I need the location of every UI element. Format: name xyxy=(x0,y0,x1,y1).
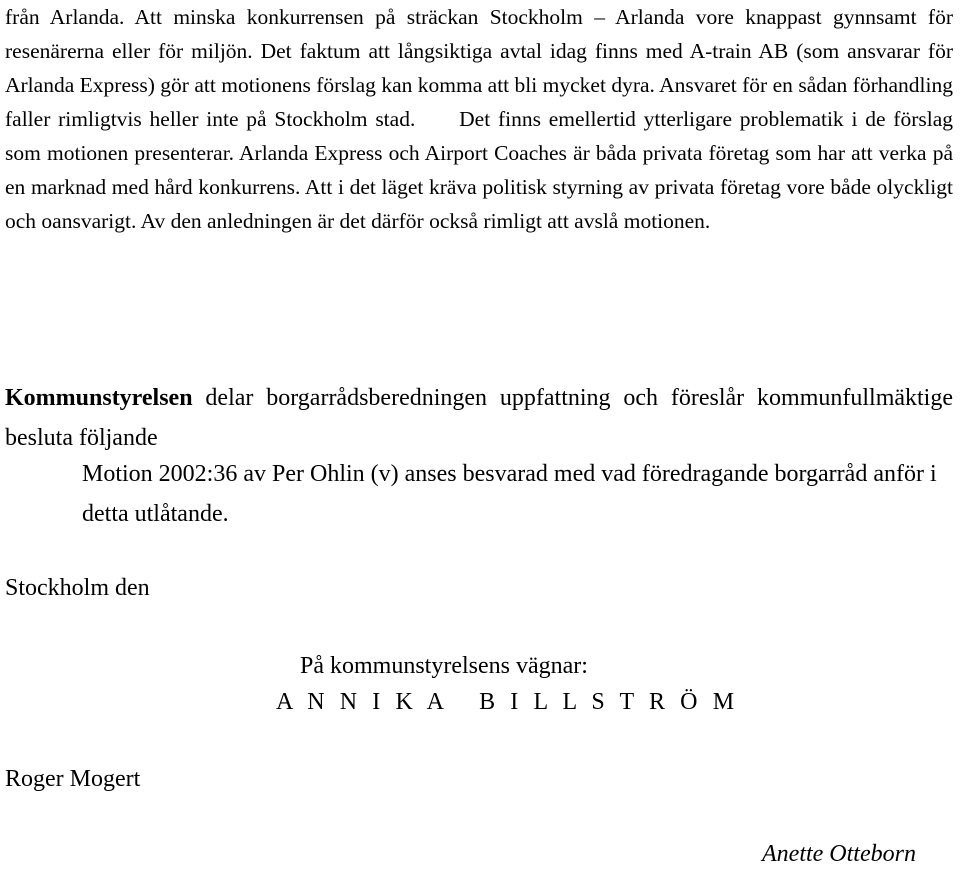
decision-subject: Kommunstyrelsen xyxy=(5,385,193,411)
decision-statement xyxy=(5,378,953,458)
city-date-line: Stockholm den xyxy=(5,575,150,601)
on-behalf-line: På kommunstyrelsens vägnar: xyxy=(300,653,588,679)
body-paragraph-1: från Arlanda. Att minska konkurrensen på sträckan Stockholm – Arlanda vore knappast gynnsamt för resenärerna eller för miljön. Det faktum att långsiktiga avtal idag finns med A-train AB (som ansvarar för Arlanda Express) gör att motionens förslag kan komma att bli mycket dyra. Ansvaret för en sådan förhandling faller rimligtvis heller inte på Stockholm stad. xyxy=(5,5,953,131)
body-paragraph-2: Det finns emellertid ytterligare problematik i de förslag som motionen presenterar. Arlanda Express och Airport Coaches är båda privata företag som har att verka på en marknad med hård konkurrens. Att i det läget kräva politisk styrning av privata företag vore både olyckligt och oansvarigt. Av den anledningen är det därför också rimligt att avslå motionen. xyxy=(5,107,954,233)
signatory-main: A N N I K A B I L L S T R Ö M xyxy=(276,689,739,715)
signatory-right: Anette Otteborn xyxy=(762,841,916,867)
decision-text: delar borgarrådsberedningen uppfattning och föreslår kommunfullmäktige besluta följande xyxy=(5,385,953,451)
body-paragraphs xyxy=(5,0,953,238)
motion-resolution: Motion 2002:36 av Per Ohlin (v) anses besvarad med vad föredragande borgarråd anför i detta utlåtande. xyxy=(82,461,937,527)
signatory-left: Roger Mogert xyxy=(5,766,141,792)
